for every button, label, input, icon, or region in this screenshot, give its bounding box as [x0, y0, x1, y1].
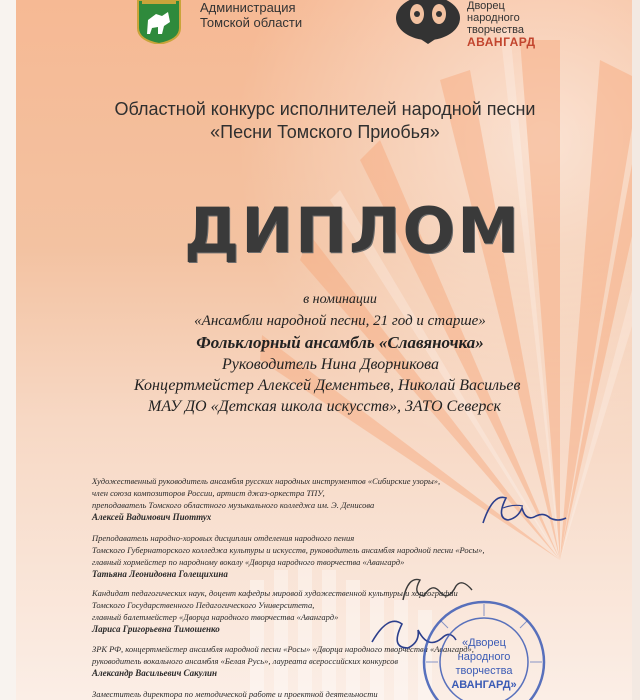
- nomination-category: «Ансамбли народной песни, 21 год и старше»: [194, 313, 486, 329]
- ensemble-name: Фольклорный ансамбль «Славяночка»: [196, 333, 484, 352]
- jury-name: Александр Васильевич Сакулин: [92, 668, 218, 678]
- jury-line: Преподаватель народно-хоровых дисциплин отделения народного пения: [92, 533, 355, 543]
- contest-title: [45, 98, 605, 144]
- contest-line-1: Областной конкурс исполнителей народной песни: [114, 99, 536, 119]
- administration-caption: [200, 0, 302, 30]
- scan-right-margin: [632, 0, 640, 700]
- stamp-line-4: АВАНГАРД»: [451, 679, 517, 691]
- admin-line-1: Администрация: [200, 0, 296, 15]
- diploma-title: ДИПЛОМ: [184, 194, 521, 267]
- jury-line: Заместитель директора по методической работе и проектной деятельности: [92, 689, 378, 699]
- jury-line: Кандидат педагогических наук, доцент кафедры мировой художественной культуры и хореографии: [92, 588, 458, 598]
- stamp-line-2: народного: [457, 651, 511, 663]
- jury-line: руководитель вокального ансамбля «Белая Русь», лауреата всероссийских конкурсов: [92, 656, 399, 666]
- palace-line-1: Дворец: [467, 0, 505, 12]
- ensemble-school: МАУ ДО «Детская школа искусств», ЗАТО Северск: [148, 398, 502, 415]
- avangard-caption: [467, 0, 536, 48]
- jury-name: Татьяна Леонидовна Голещихина: [92, 569, 228, 579]
- jury-line: главный балетмейстер «Дворца народного творчества «Авангард»: [92, 612, 339, 622]
- jury-name: Лариса Григорьевна Тимошенко: [92, 624, 220, 634]
- ensemble-accompanists: Концертмейстер Алексей Дементьев, Николай Васильев: [134, 377, 521, 394]
- jury-line: Художественный руководитель ансамбля русских народных инструментов «Сибирские узоры»,: [92, 476, 441, 486]
- jury-line: Томского Государственного Педагогического Университета,: [92, 600, 315, 610]
- stamp-line-1: «Дворец: [462, 637, 506, 649]
- contest-line-2: «Песни Томского Приобья»: [210, 122, 440, 142]
- avangard-logo: [395, 0, 461, 44]
- palace-line-2: народного: [467, 12, 520, 24]
- jury-name: Алексей Вадимович Пиоттух: [92, 512, 212, 522]
- palace-line-3: творчества: [467, 24, 524, 36]
- scan-left-margin: [0, 0, 16, 700]
- jury-member-1: [92, 475, 472, 523]
- jury-line: преподаватель Томского областного музыкального колледжа им. Э. Денисова: [92, 500, 375, 510]
- palace-brand: АВАНГАРД: [467, 35, 536, 49]
- jury-line: член союза композиторов России, артист джаз-оркестра ТПУ,: [92, 488, 325, 498]
- admin-line-2: Томской области: [200, 15, 303, 30]
- jury-line: главный хормейстер по народному вокалу «Дворца народного творчества «Авангард»: [92, 557, 405, 567]
- official-stamp: [420, 598, 548, 700]
- nomination-intro: в номинации: [303, 292, 377, 307]
- jury-line: Томского Губернаторского колледжа культуры и искусств, руководитель ансамбля народной песни «Росы»,: [92, 545, 485, 555]
- stamp-line-3: творчества: [455, 665, 513, 677]
- signature-1: [478, 488, 568, 532]
- jury-line: ЗРК РФ, концертмейстер ансамбля народной песни «Росы» «Дворца народного творчества «Авангард»,: [92, 644, 474, 654]
- ensemble-leader: Руководитель Нина Дворникова: [222, 356, 439, 373]
- tomsk-region-emblem: [128, 0, 190, 44]
